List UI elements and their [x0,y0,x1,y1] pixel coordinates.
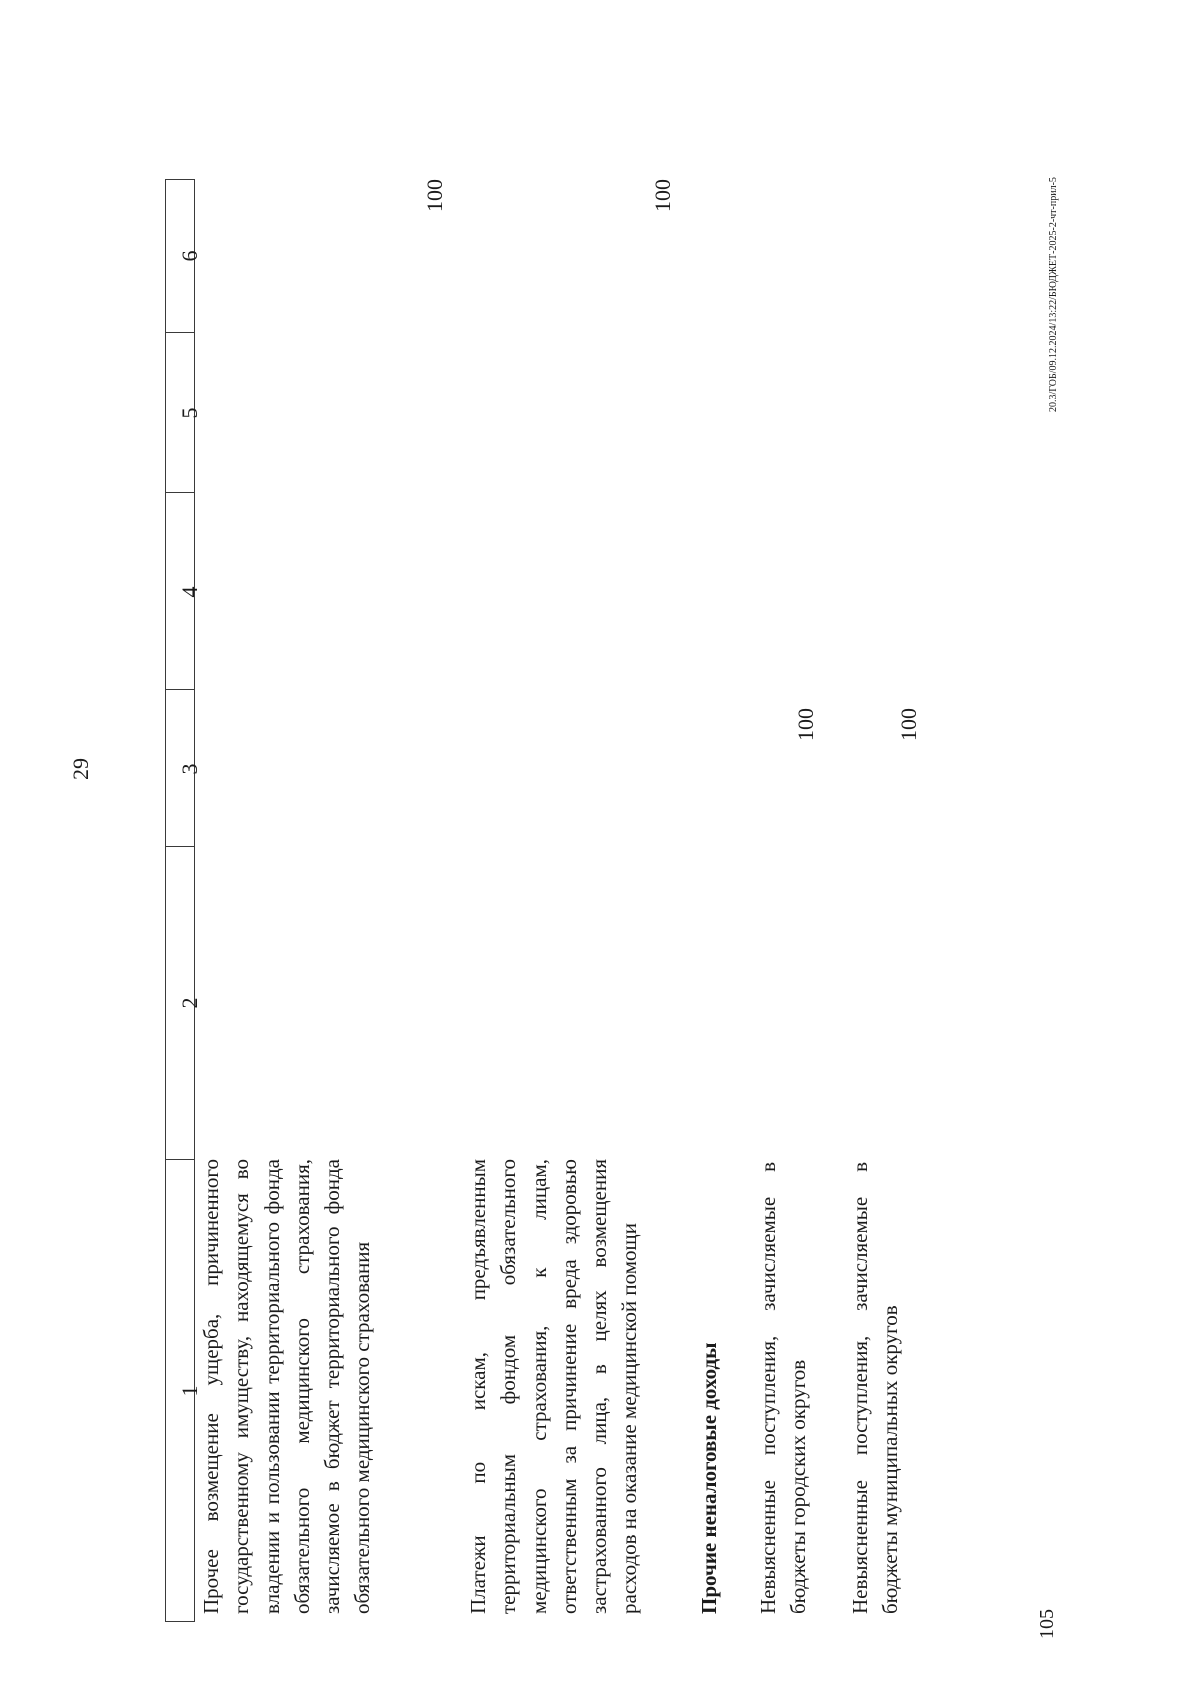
column-number-2: 2 [177,997,202,1009]
row-4-description: Невыясненные поступления, зачисляемые в бюджеты городских округов [756,1162,811,1614]
row-1-col6-value: 100 [422,179,447,212]
row-2-description: Платежи по искам, предъявленным территориальным фондом обязательного медицинского страхования, к лицам, ответственным за причинение вреда здоровью застрахованного лица, в целях возмещения расходов на оказание медицинской помощи [466,1159,642,1614]
section-heading-other-nontax: Прочие неналоговые доходы [697,1342,721,1614]
column-number-3: 3 [177,763,202,775]
col-sep-2-3 [165,846,195,847]
column-number-4: 4 [177,586,202,598]
col-sep-5-6 [165,332,195,333]
column-number-1: 1 [177,1385,202,1397]
row-5-description: Невыясненные поступления, зачисляемые в бюджеты муниципальных округов [848,1162,903,1614]
row-1-description: Прочее возмещение ущерба, причиненного государственному имуществу, находящемуся во владении и пользовании территориального фонда обязательного медицинского страхования, зачисляемое в бюджет территориального фонда обязательного медицинского страхования [199,1159,375,1614]
col-sep-3-4 [165,689,195,690]
col-sep-left [165,1621,195,1622]
document-footer-code: 20.3/ГОБ/09.12.2024/13:22/БЮДЖЕТ-2025-2-чт-прил-5 [1048,177,1059,412]
column-number-6: 6 [177,250,202,262]
row-4-col3-value: 100 [793,708,818,741]
col-sep-1-2 [165,1159,195,1160]
col-sep-4-5 [165,492,195,493]
sheet-number: 105 [1036,1609,1058,1639]
row-2-col6-value: 100 [650,179,675,212]
column-number-5: 5 [177,407,202,419]
row-5-col3-value: 100 [896,708,921,741]
header-top-line [165,179,166,1622]
page-number: 29 [68,758,93,780]
col-sep-right [165,179,195,180]
